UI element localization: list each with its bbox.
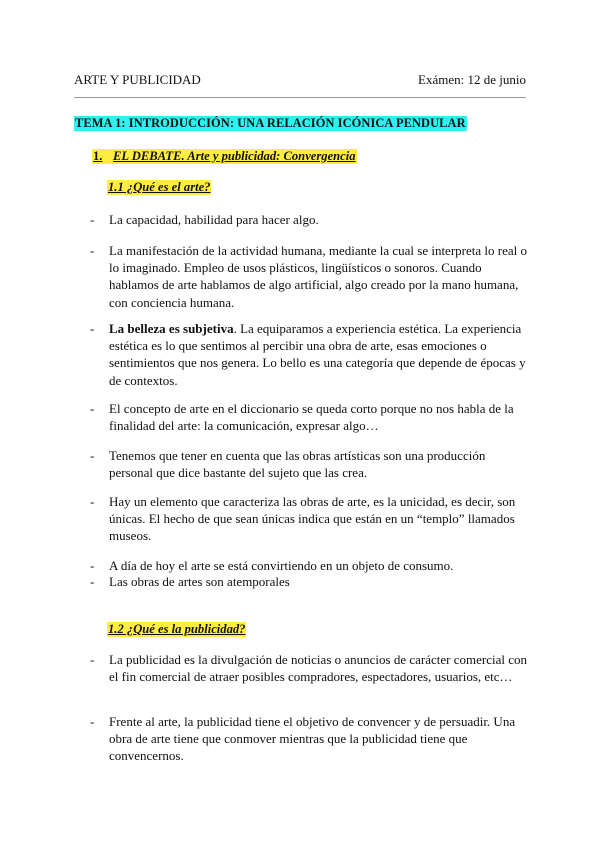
list-item [90,447,530,481]
list-item-text: La belleza es subjetiva. La equiparamos a experiencia estética. La experiencia estética es lo que sentimos al percibir una obra de arte, esas emociones o sentimientos que nos genera. Lo bello es una categoría que depende de épocas y de contextos. [109,321,526,388]
list-dash: - [90,494,95,509]
list-item [90,242,530,311]
list-item [90,320,530,389]
list-dash: - [90,558,95,573]
list-dash: - [90,212,95,227]
list-dash: - [90,714,95,729]
list-item [90,400,530,434]
list-dash: - [90,652,95,667]
list-item-text: A día de hoy el arte se está convirtiendo en un objeto de consumo. [109,558,454,573]
list-dash: - [90,448,95,463]
list-item-text: El concepto de arte en el diccionario se queda corto porque no nos habla de la finalidad del arte: la comunicación, expresar algo… [109,401,514,434]
topic-title: TEMA 1: INTRODUCCIÓN: UNA RELACIÓN ICÓNICA PENDULAR [75,116,466,130]
header-course-title: ARTE Y PUBLICIDAD [74,72,201,87]
list-item-text: La manifestación de la actividad humana, mediante la cual se interpreta lo real o lo imaginado. Empleo de usos plásticos, lingüísticos o sonoros. Cuando hablamos de arte hablamos de algo artificial, algo creado por la mano humana, con conciencia humana. [109,243,527,310]
list-dash: - [90,243,95,258]
list-item [90,211,530,228]
list-item [90,557,530,574]
list-item [90,493,530,545]
section-title: EL DEBATE. Arte y publicidad: Convergencia [113,149,356,163]
list-item-text: La publicidad es la divulgación de noticias o anuncios de carácter comercial con el fin comercial de atraer posibles compradores, espectadores, usuarios, etc… [109,652,527,685]
subsection-heading-arte: 1.1 ¿Qué es el arte? [108,180,211,194]
list-item-text: Tenemos que tener en cuenta que las obras artísticas son una producción personal que dice bastante del sujeto que las crea. [109,448,486,481]
subsection-heading-publicidad: 1.2 ¿Qué es la publicidad? [108,622,246,636]
list-dash: - [90,321,95,336]
list-item-text: Hay un elemento que caracteriza las obras de arte, es la unicidad, es decir, son únicas. El hecho de que sean únicas indica que están en un “templo” llamados museos. [109,494,516,544]
list-item-text: Frente al arte, la publicidad tiene el objetivo de convencer y de persuadir. Una obra de arte tiene que conmover mientras que la publicidad tiene que convencernos. [109,714,516,764]
header-divider [74,97,526,98]
section-number: 1. [93,149,103,163]
list-item-text: Las obras de artes son atemporales [109,574,290,589]
list-dash: - [90,574,95,589]
list-dash: - [90,401,95,416]
list-item [90,713,530,765]
list-item-text: La capacidad, habilidad para hacer algo. [109,212,319,227]
section-heading [92,149,357,164]
header-exam-date: Exámen: 12 de junio [418,72,526,87]
page-header [74,72,526,88]
list-item [90,573,530,590]
list-item [90,651,530,685]
